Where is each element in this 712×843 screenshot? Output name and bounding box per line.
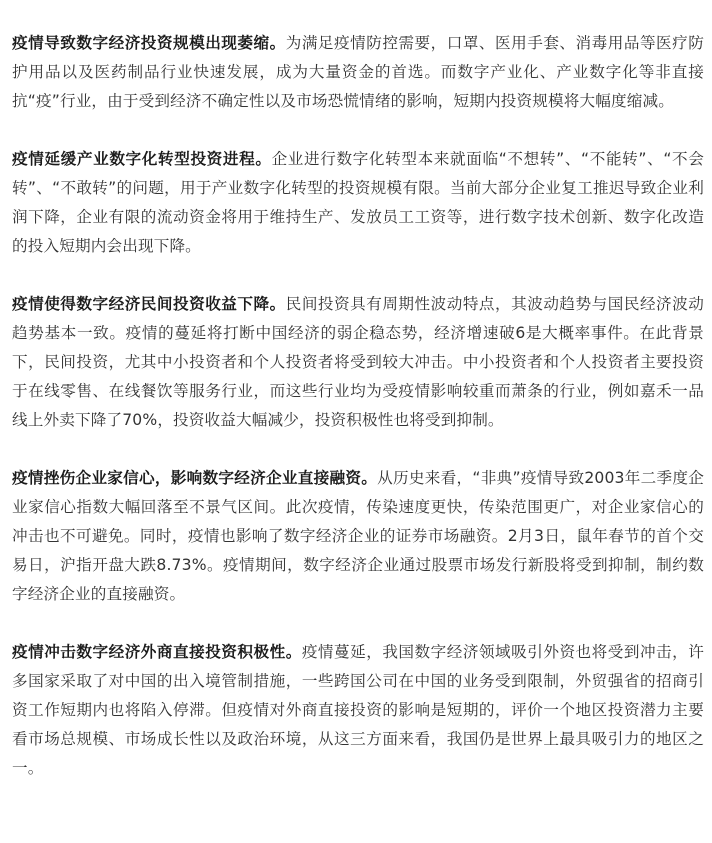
- paragraph-digital-transformation: [12, 145, 704, 261]
- paragraph-text: 企业进行数字化转型本来就面临“不想转”、“不能转”、“不会转”、“不敢转”的问题，用于产业数字化转型的投资规模有限。当前大部分企业复工推迟导致企业利润下降，企业有限的流动资金将用于维持生产、发放员工工资等，进行数字技术创新、数字化改造的投入短期内会出现下降。: [12, 150, 704, 255]
- paragraph-heading: 疫情导致数字经济投资规模出现萎缩。: [12, 34, 286, 52]
- paragraph-text: 民间投资具有周期性波动特点，其波动趋势与国民经济波动趋势基本一致。疫情的蔓延将打断中国经济的弱企稳态势，经济增速破6是大概率事件。在此背景下，民间投资，尤其中小投资者和个人投资者将受到较大冲击。中小投资者和个人投资者主要投资于在线零售、在线餐饮等服务行业，而这些行业均为受疫情影响较重而萧条的行业，例如嘉禾一品线上外卖下降了70%，投资收益大幅减少，投资积极性也将受到抑制。: [12, 295, 704, 429]
- paragraph-heading: 疫情使得数字经济民间投资收益下降。: [12, 295, 286, 313]
- paragraph-text: 疫情蔓延，我国数字经济领域吸引外资也将受到冲击，许多国家采取了对中国的出入境管制措施，一些跨国公司在中国的业务受到限制，外贸强省的招商引资工作短期内也将陷入停滞。但疫情对外商直接投资的影响是短期的，评价一个地区投资潜力主要看市场总规模、市场成长性以及政治环境，从这三方面来看，我国仍是世界上最具吸引力的地区之一。: [12, 643, 704, 777]
- paragraph-foreign-investment: [12, 638, 704, 783]
- paragraph-investment-shrink: [12, 29, 704, 116]
- paragraph-entrepreneur-confidence: [12, 464, 704, 609]
- paragraph-heading: 疫情冲击数字经济外商直接投资积极性。: [12, 643, 302, 661]
- paragraph-text: 为满足疫情防控需要，口罩、医用手套、消毒用品等医疗防护用品以及医药制品行业快速发展，成为大量资金的首选。而数字产业化、产业数字化等非直接抗“疫”行业，由于受到经济不确定性以及市场恐慌情绪的影响，短期内投资规模将大幅度缩减。: [12, 34, 704, 110]
- paragraph-text: 从历史来看，“非典”疫情导致2003年二季度企业家信心指数大幅回落至不景气区间。此次疫情，传染速度更快，传染范围更广，对企业家信心的冲击也不可避免。同时，疫情也影响了数字经济企业的证券市场融资。2月3日，鼠年春节的首个交易日，沪指开盘大跌8.73%。疫情期间，数字经济企业通过股票市场发行新股将受到抑制，制约数字经济企业的直接融资。: [12, 469, 704, 603]
- paragraph-private-investment: [12, 290, 704, 435]
- paragraph-heading: 疫情挫伤企业家信心，影响数字经济企业直接融资。: [12, 469, 378, 487]
- paragraph-heading: 疫情延缓产业数字化转型投资进程。: [12, 150, 272, 168]
